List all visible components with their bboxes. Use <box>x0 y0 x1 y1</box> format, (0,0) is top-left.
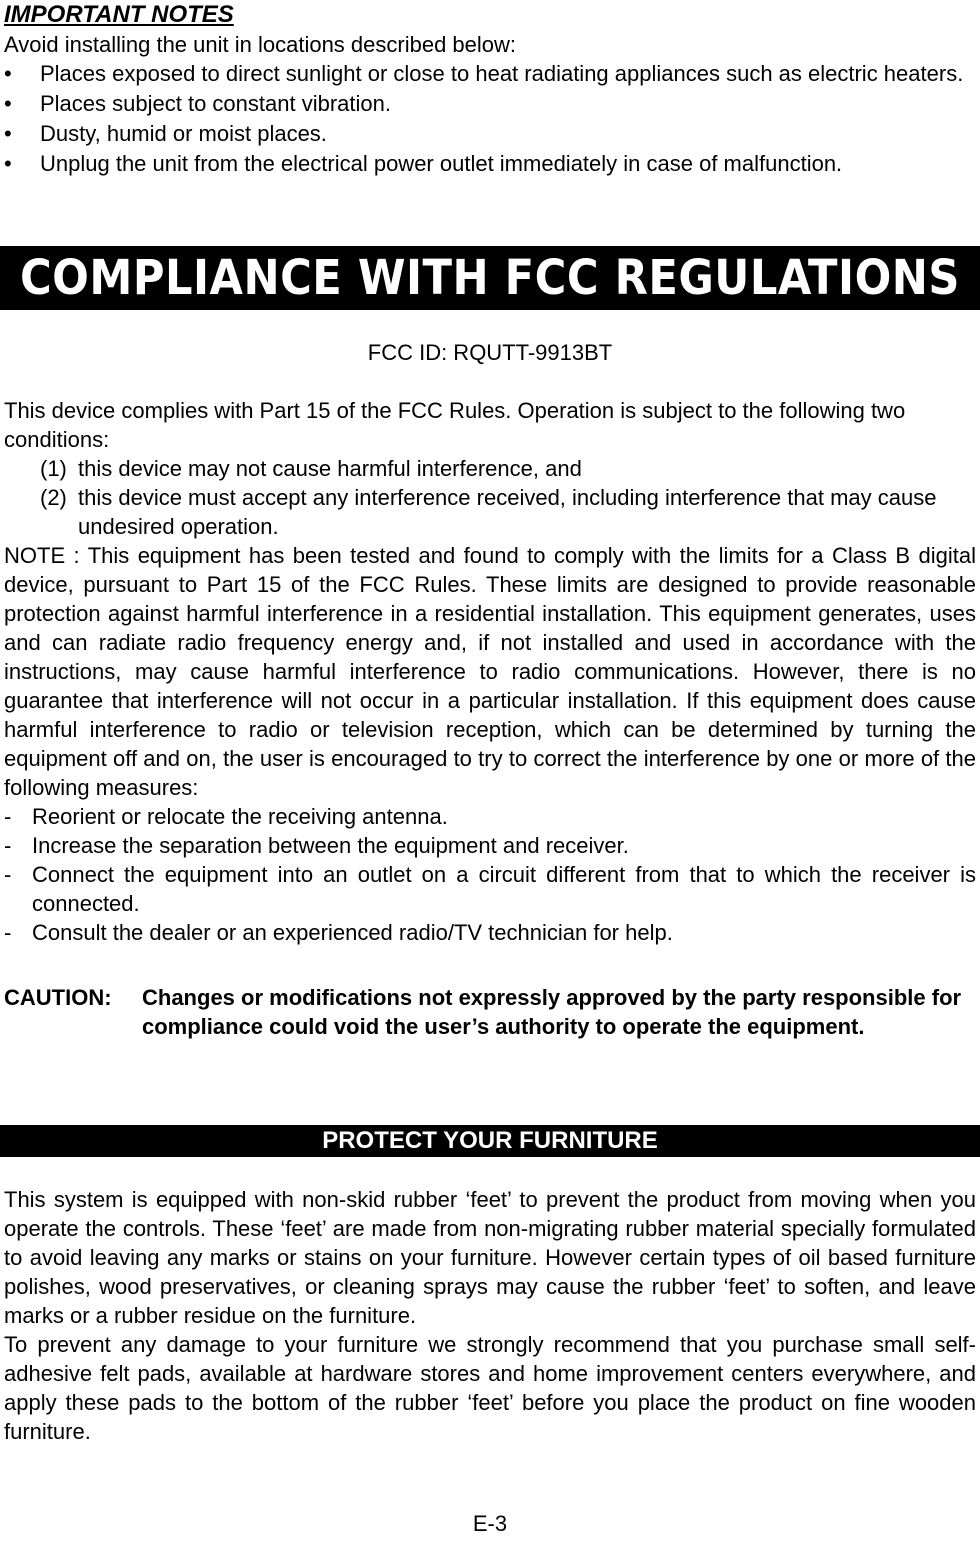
page-number: E-3 <box>472 1511 508 1536</box>
list-item-text: Places subject to constant vibration. <box>40 91 391 116</box>
fcc-condition-2 <box>4 483 976 541</box>
list-item <box>4 59 976 88</box>
dash-mark: - <box>4 862 12 887</box>
list-item-text: Places exposed to direct sunlight or close to heat radiating appliances such as electric heaters. <box>40 61 964 86</box>
list-item <box>4 119 976 148</box>
condition-number: (2) <box>40 485 67 510</box>
dash-mark: - <box>4 804 12 829</box>
list-item-text: Increase the separation between the equipment and receiver. <box>32 833 629 858</box>
list-item-text: Connect the equipment into an outlet on a circuit different from that to which the receiver is connected. <box>32 862 976 916</box>
important-notes-list <box>4 59 976 178</box>
list-item <box>4 918 976 947</box>
furniture-heading-bar: PROTECT YOUR FURNITURE <box>0 1125 980 1157</box>
important-notes-title: IMPORTANT NOTES <box>4 1 234 28</box>
list-item <box>4 802 976 831</box>
list-item-text: Dusty, humid or moist places. <box>40 121 327 146</box>
furniture-section <box>4 1185 976 1446</box>
fcc-id-line: FCC ID: RQUTT-9913BT <box>367 340 613 365</box>
bullet-mark: • <box>4 151 12 176</box>
list-item <box>4 149 976 178</box>
fcc-measures-list <box>4 802 976 947</box>
fcc-note: NOTE : This equipment has been tested and found to comply with the limits for a Class B digital device, pursuant to Part 15 of the FCC Rules. These limits are designed to provide reasonable protection against harmful interference in a residential installation. This equipment generates, uses and can radiate radio frequency energy and, if not installed and used in accordance with the instructions, may cause harmful interference to radio communications. However, there is no guarantee that interference will not occur in a particular installation. If this equipment does cause harmful interference to radio or television reception, which can be determined by turning the equipment off and on, the user is encouraged to try to correct the interference by one or more of the following measures: <box>4 543 976 800</box>
list-item-text: Reorient or relocate the receiving antenna. <box>32 804 448 829</box>
caution-text: Changes or modifications not expressly approved by the party responsible for compliance could void the user’s authority to operate the equipment. <box>142 985 962 1039</box>
fcc-body-section <box>4 396 976 947</box>
list-item-text: Unplug the unit from the electrical power outlet immediately in case of malfunction. <box>40 151 843 176</box>
fcc-heading-bar: COMPLIANCE WITH FCC REGULATIONS <box>0 246 980 310</box>
list-item <box>4 831 976 860</box>
furniture-paragraph-1: This system is equipped with non-skid rubber ‘feet’ to prevent the product from moving when you operate the controls. These ‘feet’ are made from non-migrating rubber material specially formulated to avoid leaving any marks or stains on your furniture. However certain types of oil based furniture polishes, wood preservatives, or cleaning sprays may cause the rubber ‘feet’ to soften, and leave marks or a rubber residue on the furniture. <box>4 1187 976 1328</box>
condition-number: (1) <box>40 456 67 481</box>
bullet-mark: • <box>4 121 12 146</box>
fcc-intro: This device complies with Part 15 of the FCC Rules. Operation is subject to the following two conditions: <box>4 398 906 452</box>
condition-text: this device must accept any interference received, including interference that may cause undesired operation. <box>78 485 937 539</box>
fcc-condition-1 <box>4 454 976 483</box>
important-notes-section <box>4 0 976 179</box>
dash-mark: - <box>4 833 12 858</box>
list-item <box>4 860 976 918</box>
list-item-text: Consult the dealer or an experienced radio/TV technician for help. <box>32 920 673 945</box>
bullet-mark: • <box>4 61 12 86</box>
bullet-mark: • <box>4 91 12 116</box>
caution-label: CAUTION: <box>4 985 112 1010</box>
furniture-paragraph-2: To prevent any damage to your furniture we strongly recommend that you purchase small self-adhesive felt pads, available at hardware stores and home improvement centers everywhere, and apply these pads to the bottom of the rubber ‘feet’ before you place the product on fine wooden furniture. <box>4 1332 976 1444</box>
dash-mark: - <box>4 920 12 945</box>
caution-block <box>4 983 976 1041</box>
important-notes-intro: Avoid installing the unit in locations described below: <box>4 32 517 57</box>
condition-text: this device may not cause harmful interference, and <box>78 456 582 481</box>
list-item <box>4 89 976 118</box>
